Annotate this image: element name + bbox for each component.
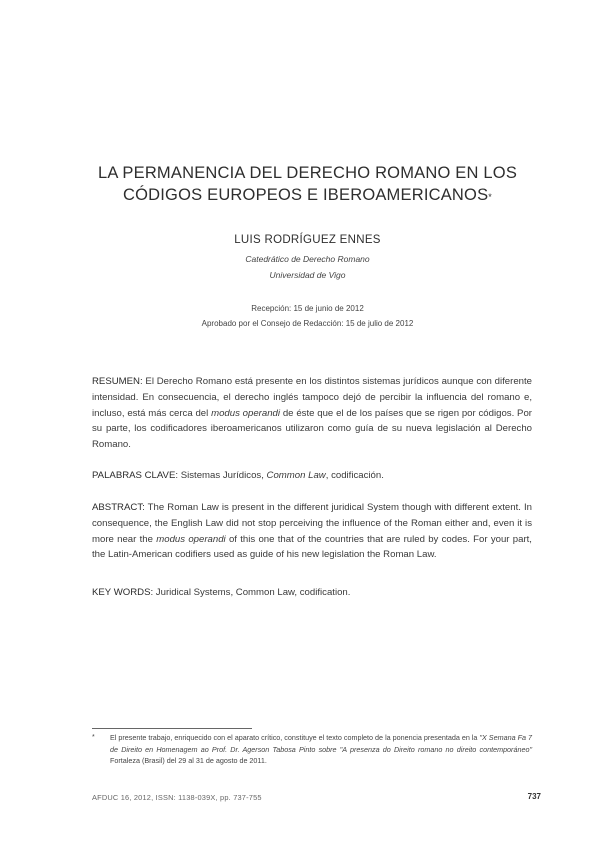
keywords-paragraph (92, 585, 532, 601)
keywords-text: Juridical Systems, Common Law, codification. (153, 587, 351, 598)
keywords-label: KEY WORDS: (92, 587, 154, 598)
approved-date: Aprobado por el Consejo de Redacción: 15 de julio de 2012 (201, 319, 414, 328)
abstract-paragraph (92, 500, 532, 563)
footnote-italic: "X Semana Fa 7 de Direito en Homenagem ao Prof. Dr. Agerson Tabosa Pinto sobre "A presenza do Direito romano no direito contemporáneo" (110, 733, 532, 754)
palabras-clave-text-b: , codificación. (325, 470, 384, 481)
palabras-clave-text-a: Sistemas Jurídicos, (178, 470, 267, 481)
title-line-1: LA PERMANENCIA DEL DERECHO ROMANO EN LOS (97, 164, 518, 182)
resumen-label: RESUMEN: (92, 376, 143, 387)
footnote-divider (92, 728, 252, 729)
author-name: LUIS RODRÍGUEZ ENNES (234, 234, 381, 246)
resumen-text-a: El Derecho Romano está presente en los distintos sistemas jurídicos aunque con diferente intensidad. En consecuencia, el derecho inglés tampoco dejó de percibir la influencia del romano e, incluso, está más cerca del (92, 376, 532, 419)
page-number: 737 (527, 792, 541, 801)
author-position: Catedrático de Derecho Romano (245, 254, 370, 264)
abstract-text-a: The Roman Law is present in the different juridical System though with different extent. In consequence, the English Law did not stop perceiving the influence of the Roman either and, even it is more near the (92, 502, 532, 545)
palabras-clave-label: PALABRAS CLAVE: (92, 470, 179, 481)
abstract-italic: modus operandi (156, 533, 226, 545)
footer-citation: AFDUC 16, 2012, ISSN: 1138-039X, pp. 737-755 (92, 793, 262, 802)
footnote-mark: * (92, 734, 95, 741)
article-title (60, 162, 555, 206)
resumen-paragraph (92, 374, 532, 453)
footnote-text-a: El presente trabajo, enriquecido con el aparato crítico, constituye el texto completo de la ponencia presentada en la (110, 733, 480, 742)
resumen-italic: modus operandi (211, 407, 281, 419)
palabras-clave-paragraph (92, 468, 532, 484)
title-footnote-mark[interactable]: * (488, 192, 492, 202)
palabras-clave-italic: Common Law (266, 470, 326, 481)
received-date: Recepción: 15 de junio de 2012 (251, 304, 364, 313)
resumen-text-b: de éste que el de los países que se rigen por códigos. Por su parte, los codificadores iberoamericanos utilizaron como guía de su nueva legislación al Derecho Romano. (92, 407, 532, 451)
footnote-text-b: Fortaleza (Brasil) del 29 al 31 de agosto de 2011. (110, 756, 267, 765)
footnote (92, 732, 532, 767)
author-institution: Universidad de Vigo (269, 270, 346, 280)
footnote-text (110, 732, 532, 767)
abstract-label: ABSTRACT: (92, 502, 145, 513)
abstract-text-b: of this one that of the countries that are ruled by codes. For your part, the Latin-American codifiers used as guide of his new legislation the Roman Law. (92, 533, 532, 561)
title-line-2: CÓDIGOS EUROPEOS E IBEROAMERICANOS (123, 186, 489, 204)
